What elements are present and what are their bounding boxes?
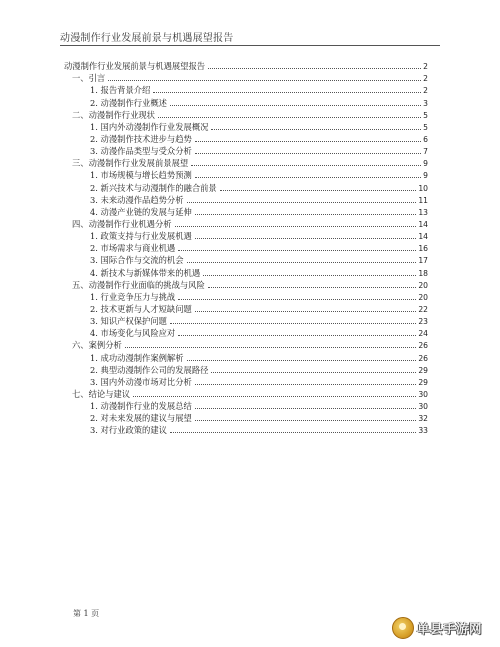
toc-entry-label: 2. 对未来发展的建议与展望	[90, 413, 192, 424]
toc-subsection-entry[interactable]	[64, 291, 428, 303]
toc-dot-leader	[170, 323, 416, 324]
toc-entry-label: 1. 动漫制作行业的发展总结	[90, 401, 192, 412]
toc-subsection-entry[interactable]	[64, 84, 428, 96]
toc-entry-label: 六、案例分析	[72, 340, 122, 351]
toc-entry-page-number: 29	[418, 377, 428, 387]
toc-entry-label: 二、动漫制作行业现状	[72, 109, 155, 120]
toc-entry-page-number: 6	[423, 134, 428, 144]
toc-section-entry[interactable]	[64, 109, 428, 121]
table-of-contents	[64, 60, 428, 436]
toc-subsection-entry[interactable]	[64, 315, 428, 327]
toc-entry-label: 4. 市场变化与风险应对	[90, 328, 176, 339]
toc-dot-leader	[208, 287, 417, 288]
toc-title-entry[interactable]	[64, 60, 428, 72]
toc-dot-leader	[211, 372, 416, 373]
toc-dot-leader	[195, 153, 421, 154]
watermark-text: 单县手游网	[417, 621, 483, 636]
toc-dot-leader	[125, 347, 417, 348]
toc-dot-leader	[195, 238, 417, 239]
toc-dot-leader	[187, 202, 417, 203]
toc-dot-leader	[187, 262, 417, 263]
toc-entry-label: 2. 技术更新与人才短缺问题	[90, 303, 192, 314]
toc-dot-leader	[153, 92, 421, 93]
toc-section-entry[interactable]	[64, 218, 428, 230]
toc-dot-leader	[195, 420, 417, 421]
toc-entry-page-number: 13	[418, 207, 428, 217]
toc-subsection-entry[interactable]	[64, 230, 428, 242]
toc-entry-label: 4. 新技术与新媒体带来的机遇	[90, 267, 201, 278]
toc-subsection-entry[interactable]	[64, 96, 428, 108]
toc-entry-label: 4. 动漫产业链的发展与延伸	[90, 206, 192, 217]
toc-entry-label: 3. 对行业政策的建议	[90, 425, 167, 436]
toc-subsection-entry[interactable]	[64, 133, 428, 145]
toc-entry-label: 2. 动漫制作技术进步与趋势	[90, 133, 192, 144]
toc-entry-page-number: 7	[423, 147, 428, 157]
toc-entry-label: 一、引言	[72, 73, 106, 84]
toc-entry-label: 3. 知识产权保护问题	[90, 316, 167, 327]
toc-section-entry[interactable]	[64, 388, 428, 400]
toc-subsection-entry[interactable]	[64, 424, 428, 436]
toc-subsection-entry[interactable]	[64, 376, 428, 388]
toc-subsection-entry[interactable]	[64, 145, 428, 157]
toc-entry-label: 五、动漫制作行业面临的挑战与风险	[72, 279, 205, 290]
toc-subsection-entry[interactable]	[64, 400, 428, 412]
toc-entry-label: 3. 国际合作与交流的机会	[90, 255, 184, 266]
toc-entry-label: 1. 国内外动漫制作行业发展概况	[90, 121, 209, 132]
toc-entry-page-number: 26	[418, 341, 428, 351]
toc-dot-leader	[170, 105, 421, 106]
toc-subsection-entry[interactable]	[64, 181, 428, 193]
toc-dot-leader	[195, 141, 421, 142]
header-divider	[60, 45, 440, 46]
toc-dot-leader	[195, 408, 417, 409]
toc-entry-page-number: 9	[423, 159, 428, 169]
toc-entry-page-number: 16	[418, 244, 428, 254]
toc-subsection-entry[interactable]	[64, 266, 428, 278]
toc-dot-leader	[108, 80, 421, 81]
toc-entry-label: 3. 未来动漫作品趋势分析	[90, 194, 184, 205]
toc-entry-page-number: 32	[418, 414, 428, 424]
site-watermark	[392, 615, 496, 641]
toc-subsection-entry[interactable]	[64, 254, 428, 266]
toc-entry-label: 1. 政策支持与行业发展机遇	[90, 231, 192, 242]
toc-entry-label: 2. 新兴技术与动漫制作的融合前景	[90, 182, 217, 193]
toc-dot-leader	[195, 177, 421, 178]
coin-logo-icon	[392, 617, 414, 639]
toc-entry-label: 3. 国内外动漫市场对比分析	[90, 376, 192, 387]
toc-dot-leader	[178, 250, 416, 251]
toc-dot-leader	[195, 384, 417, 385]
toc-subsection-entry[interactable]	[64, 351, 428, 363]
toc-dot-leader	[158, 117, 421, 118]
toc-entry-page-number: 22	[418, 304, 428, 314]
toc-entry-page-number: 18	[418, 268, 428, 278]
toc-entry-page-number: 20	[418, 280, 428, 290]
toc-dot-leader	[187, 360, 417, 361]
toc-dot-leader	[195, 214, 417, 215]
toc-entry-page-number: 30	[418, 389, 428, 399]
toc-subsection-entry[interactable]	[64, 412, 428, 424]
toc-section-entry[interactable]	[64, 339, 428, 351]
page-number-footer: 第 1 页	[73, 609, 100, 618]
toc-subsection-entry[interactable]	[64, 206, 428, 218]
toc-subsection-entry[interactable]	[64, 194, 428, 206]
toc-entry-label: 1. 行业竞争压力与挑战	[90, 291, 176, 302]
toc-dot-leader	[133, 396, 416, 397]
toc-entry-page-number: 2	[423, 62, 428, 72]
toc-section-entry[interactable]	[64, 279, 428, 291]
toc-entry-label: 动漫制作行业发展前景与机遇展望报告	[64, 61, 206, 72]
toc-entry-label: 1. 市场规模与增长趋势预测	[90, 170, 192, 181]
toc-section-entry[interactable]	[64, 157, 428, 169]
toc-entry-page-number: 2	[423, 86, 428, 96]
toc-entry-label: 2. 市场需求与商业机遇	[90, 243, 176, 254]
toc-entry-page-number: 11	[418, 195, 428, 205]
toc-entry-page-number: 20	[418, 292, 428, 302]
toc-dot-leader	[195, 311, 417, 312]
toc-subsection-entry[interactable]	[64, 364, 428, 376]
toc-entry-label: 3. 动漫作品类型与受众分析	[90, 146, 192, 157]
toc-entry-page-number: 24	[418, 329, 428, 339]
toc-dot-leader	[220, 190, 417, 191]
toc-dot-leader	[178, 299, 416, 300]
toc-entry-label: 2. 动漫制作行业概述	[90, 97, 167, 108]
toc-entry-page-number: 26	[418, 353, 428, 363]
toc-subsection-entry[interactable]	[64, 327, 428, 339]
toc-entry-page-number: 9	[423, 171, 428, 181]
toc-entry-label: 三、动漫制作行业发展前景展望	[72, 158, 189, 169]
toc-subsection-entry[interactable]	[64, 303, 428, 315]
document-header-title: 动漫制作行业发展前景与机遇展望报告	[60, 33, 234, 44]
toc-subsection-entry[interactable]	[64, 169, 428, 181]
toc-dot-leader	[203, 275, 416, 276]
toc-dot-leader	[211, 129, 421, 130]
toc-entry-page-number: 5	[423, 110, 428, 120]
toc-entry-label: 1. 成功动漫制作案例解析	[90, 352, 184, 363]
toc-entry-page-number: 29	[418, 365, 428, 375]
toc-dot-leader	[191, 165, 421, 166]
toc-entry-label: 四、动漫制作行业机遇分析	[72, 218, 172, 229]
toc-entry-page-number: 33	[418, 426, 428, 436]
toc-entry-label: 七、结论与建议	[72, 388, 131, 399]
toc-entry-page-number: 5	[423, 122, 428, 132]
toc-entry-page-number: 10	[418, 183, 428, 193]
toc-entry-page-number: 23	[418, 317, 428, 327]
toc-dot-leader	[178, 335, 416, 336]
toc-entry-page-number: 17	[418, 256, 428, 266]
toc-subsection-entry[interactable]	[64, 121, 428, 133]
toc-entry-label: 1. 报告背景介绍	[90, 85, 151, 96]
toc-section-entry[interactable]	[64, 72, 428, 84]
toc-dot-leader	[208, 68, 421, 69]
toc-subsection-entry[interactable]	[64, 242, 428, 254]
toc-dot-leader	[175, 226, 417, 227]
toc-entry-label: 2. 典型动漫制作公司的发展路径	[90, 364, 209, 375]
toc-dot-leader	[170, 432, 416, 433]
toc-entry-page-number: 14	[418, 232, 428, 242]
toc-entry-page-number: 3	[423, 98, 428, 108]
toc-entry-page-number: 30	[418, 402, 428, 412]
toc-entry-page-number: 14	[418, 219, 428, 229]
toc-entry-page-number: 2	[423, 74, 428, 84]
